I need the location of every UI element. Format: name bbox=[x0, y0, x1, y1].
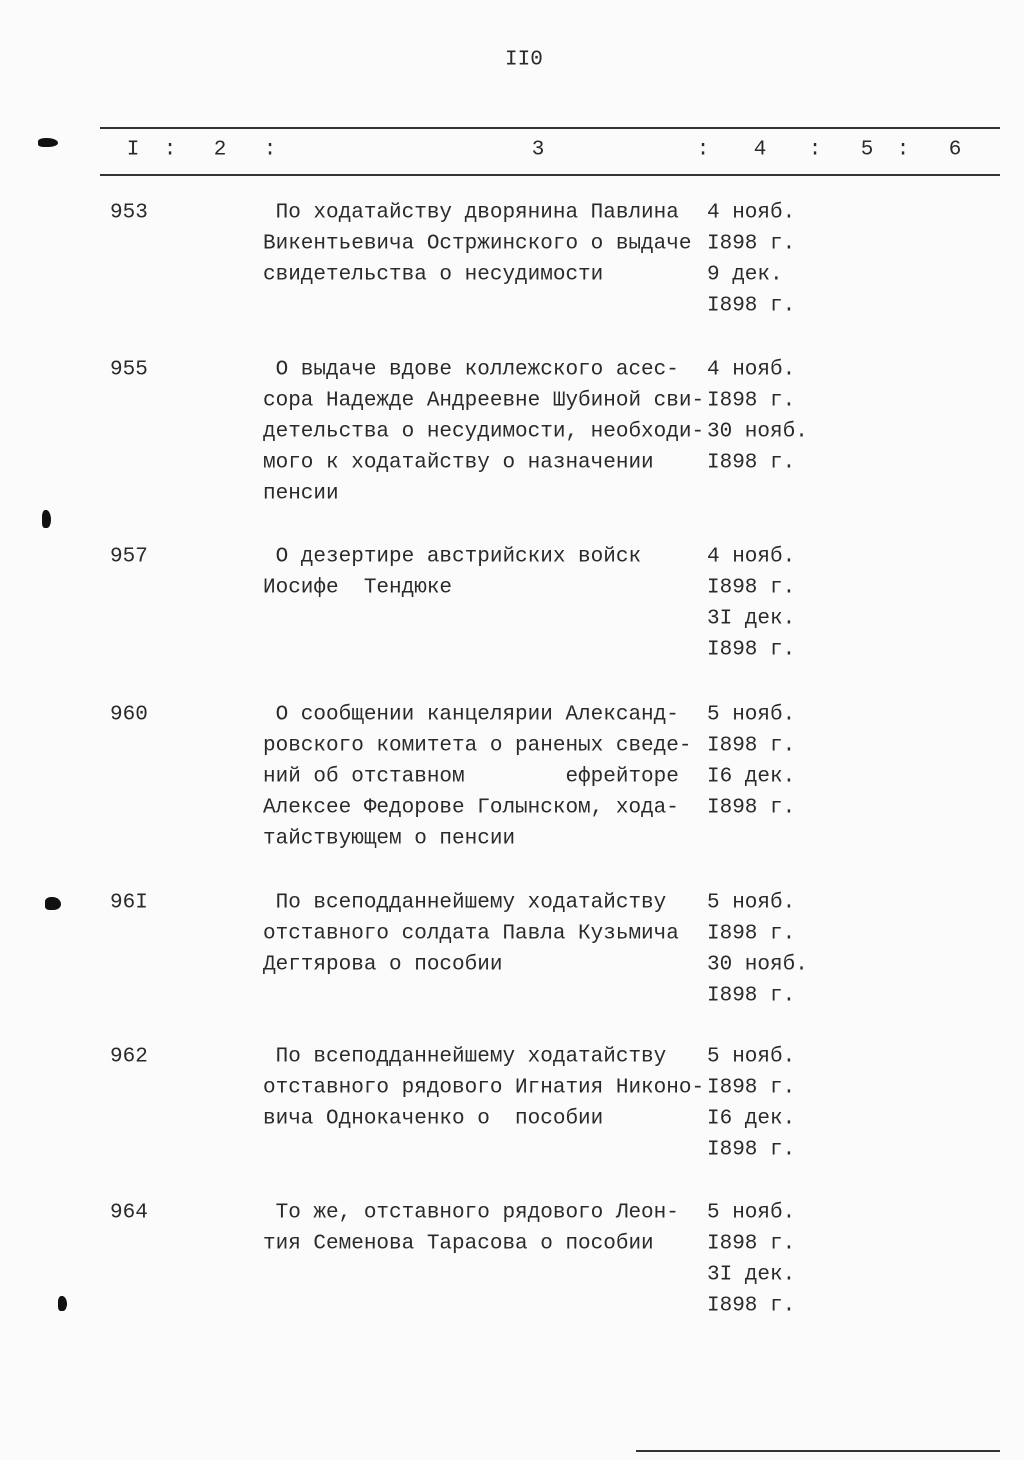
entry-date: I898 г. bbox=[707, 1138, 796, 1162]
column-header: 4 bbox=[753, 138, 767, 162]
entry-title-line: детельства о несудимости, необходи- bbox=[263, 420, 705, 444]
entry-number: 955 bbox=[110, 358, 148, 382]
entry-date: I898 г. bbox=[707, 576, 796, 600]
entry-date: 5 нояб. bbox=[707, 891, 796, 915]
entry-title-line: По всеподданнейшему ходатайству bbox=[263, 1045, 667, 1069]
entry-number: 962 bbox=[110, 1045, 148, 1069]
page-number: II0 bbox=[505, 48, 543, 72]
entry-date: I898 г. bbox=[707, 1076, 796, 1100]
entry-number: 953 bbox=[110, 201, 148, 225]
entry-title-line: мого к ходатайству о назначении bbox=[263, 451, 654, 475]
entry-number: 957 bbox=[110, 545, 148, 569]
entry-date: 30 нояб. bbox=[707, 953, 808, 977]
margin-mark bbox=[45, 897, 61, 910]
entry-title-line: Алексее Федорове Голынском, хода- bbox=[263, 796, 679, 820]
entry-number: 96I bbox=[110, 891, 148, 915]
margin-mark bbox=[58, 1296, 67, 1311]
entry-title-line: О выдаче вдове коллежского асес- bbox=[263, 358, 679, 382]
column-header: I bbox=[126, 138, 140, 162]
entry-title-line: сора Надежде Андреевне Шубиной сви- bbox=[263, 389, 705, 413]
entry-title-line: По ходатайству дворянина Павлина bbox=[263, 201, 679, 225]
entry-title-line: свидетельства о несудимости bbox=[263, 263, 604, 287]
entry-title-line: тайствующем о пенсии bbox=[263, 827, 516, 851]
entry-title-line: То же, отставного рядового Леон- bbox=[263, 1201, 679, 1225]
column-header: 3 bbox=[531, 138, 545, 162]
entry-title-line: О дезертире австрийских войск bbox=[263, 545, 642, 569]
entry-date: I898 г. bbox=[707, 294, 796, 318]
entry-date: 4 нояб. bbox=[707, 545, 796, 569]
entry-title-line: Дегтярова о пособии bbox=[263, 953, 503, 977]
entry-title-line: По всеподданнейшему ходатайству bbox=[263, 891, 667, 915]
entry-date: I898 г. bbox=[707, 796, 796, 820]
column-separator: : bbox=[163, 138, 177, 162]
table-header-top-rule bbox=[100, 127, 1000, 129]
entry-date: I898 г. bbox=[707, 638, 796, 662]
entry-title-line: пенсии bbox=[263, 482, 339, 506]
entry-number: 960 bbox=[110, 703, 148, 727]
entry-date: 9 дек. bbox=[707, 263, 783, 287]
entry-number: 964 bbox=[110, 1201, 148, 1225]
entry-title-line: ровского комитета о раненых сведе- bbox=[263, 734, 692, 758]
entry-date: 30 нояб. bbox=[707, 420, 808, 444]
entry-date: 4 нояб. bbox=[707, 201, 796, 225]
margin-mark bbox=[42, 510, 51, 528]
entry-date: 5 нояб. bbox=[707, 703, 796, 727]
entry-date: 4 нояб. bbox=[707, 358, 796, 382]
entry-date: 3I дек. bbox=[707, 1263, 796, 1287]
entry-title-line: отставного рядового Игнатия Никоно- bbox=[263, 1076, 705, 1100]
entry-title-line: Иосифе Тендюке bbox=[263, 576, 453, 600]
column-separator: : bbox=[896, 138, 910, 162]
column-header: 6 bbox=[948, 138, 962, 162]
entry-date: I6 дек. bbox=[707, 1107, 796, 1131]
entry-date: I898 г. bbox=[707, 451, 796, 475]
bottom-rule bbox=[636, 1450, 1000, 1452]
entry-date: 5 нояб. bbox=[707, 1201, 796, 1225]
table-header-bottom-rule bbox=[100, 174, 1000, 176]
entry-title-line: вича Однокаченко о пособии bbox=[263, 1107, 604, 1131]
entry-date: I898 г. bbox=[707, 389, 796, 413]
entry-date: I898 г. bbox=[707, 922, 796, 946]
entry-date: I898 г. bbox=[707, 1232, 796, 1256]
entry-date: I898 г. bbox=[707, 1294, 796, 1318]
entry-date: 3I дек. bbox=[707, 607, 796, 631]
entry-date: I898 г. bbox=[707, 232, 796, 256]
margin-mark bbox=[38, 138, 58, 147]
column-header: 5 bbox=[860, 138, 874, 162]
column-separator: : bbox=[263, 138, 277, 162]
entry-date: I898 г. bbox=[707, 734, 796, 758]
entry-date: I6 дек. bbox=[707, 765, 796, 789]
column-header: 2 bbox=[213, 138, 227, 162]
entry-title-line: ний об отставном ефрейторе bbox=[263, 765, 679, 789]
entry-title-line: отставного солдата Павла Кузьмича bbox=[263, 922, 679, 946]
entry-title-line: Викентьевича Остржинского о выдаче bbox=[263, 232, 692, 256]
entry-title-line: О сообщении канцелярии Александ- bbox=[263, 703, 679, 727]
entry-title-line: тия Семенова Тарасова о пособии bbox=[263, 1232, 654, 1256]
entry-date: 5 нояб. bbox=[707, 1045, 796, 1069]
column-separator: : bbox=[696, 138, 710, 162]
column-separator: : bbox=[808, 138, 822, 162]
entry-date: I898 г. bbox=[707, 984, 796, 1008]
